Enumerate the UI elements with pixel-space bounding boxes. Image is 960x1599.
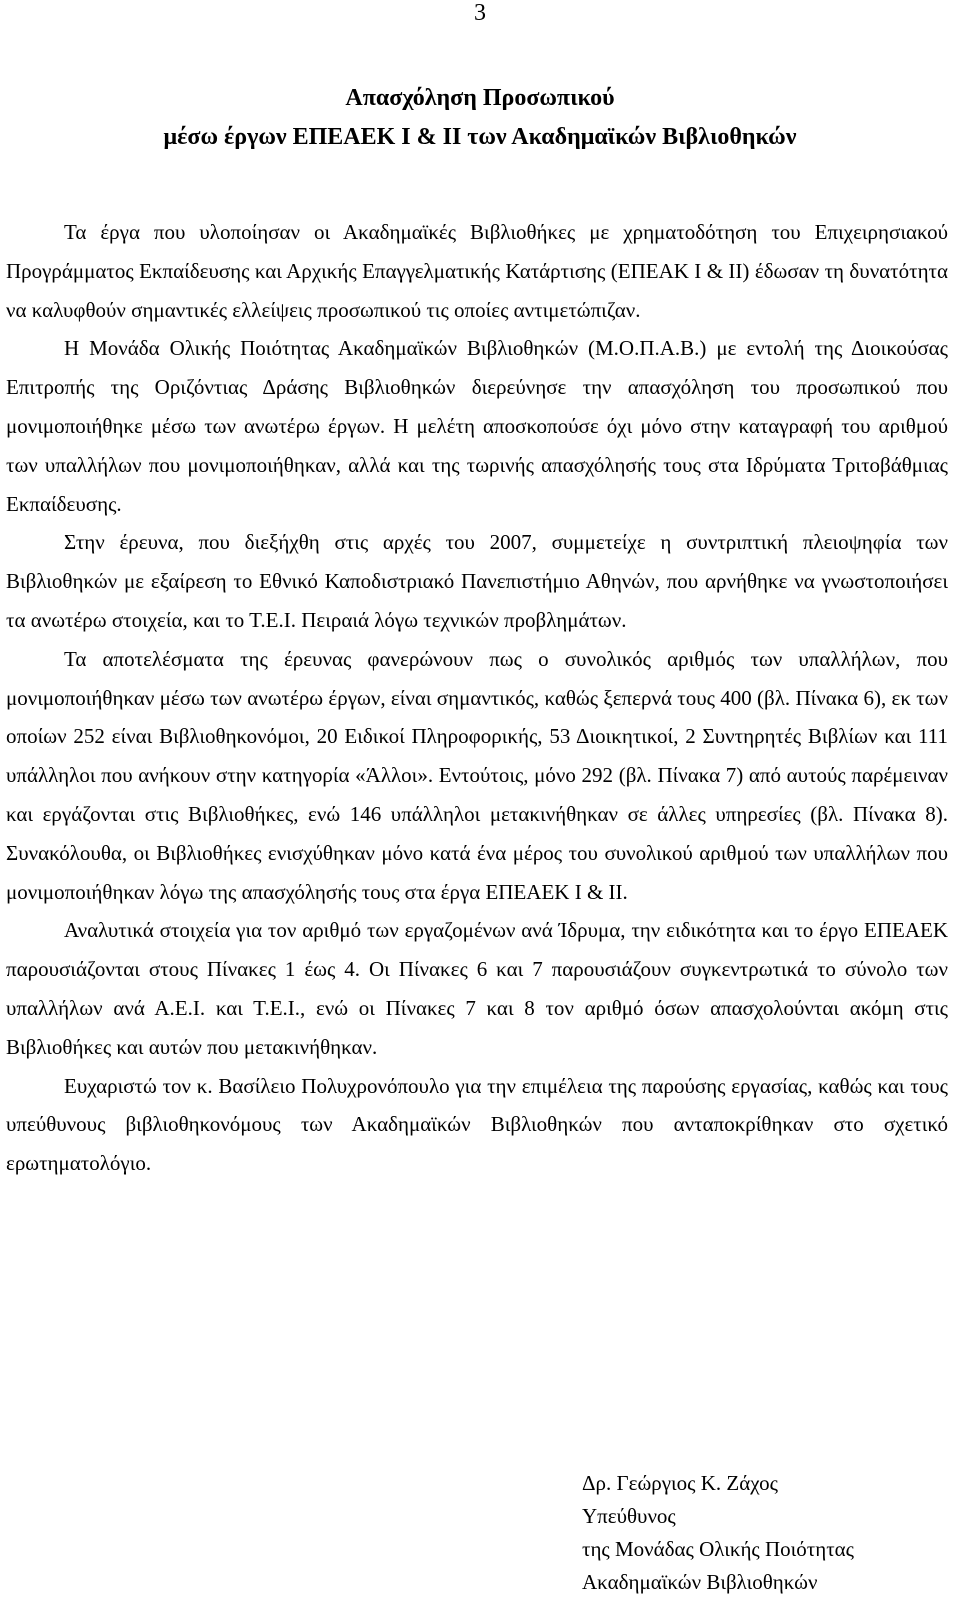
- paragraph-5: Αναλυτικά στοιχεία για τον αριθμό των εργαζομένων ανά Ίδρυμα, την ειδικότητα και το έργο ΕΠΕΑΕΚ παρουσιάζονται στους Πίνακες 1 έως 4. Οι Πίνακες 6 και 7 παρουσιάζουν συγκεντρωτικά το σύνολο των υπαλλήλων ανά Α.Ε.Ι. και Τ.Ε.Ι., ενώ οι Πίνακες 7 και 8 τον αριθμό όσων απασχολούνται ακόμη στις Βιβλιοθήκες και αυτών που μετακινήθηκαν.: [6, 918, 948, 1059]
- signature-name: Δρ. Γεώργιος Κ. Ζάχος: [582, 1471, 778, 1495]
- title-line-2: μέσω έργων ΕΠΕΑΕΚ Ι & ΙΙ των Ακαδημαϊκών Βιβλιοθηκών: [163, 124, 797, 150]
- paragraph-1: Τα έργα που υλοποίησαν οι Ακαδημαϊκές Βιβλιοθήκες με χρηματοδότηση του Επιχειρησιακού Προγράμματος Εκπαίδευσης και Αρχικής Επαγγελματικής Κατάρτισης (ΕΠΕΑΚ Ι & ΙΙ) έδωσαν τη δυνατότητα να καλυφθούν σημαντικές ελλείψεις προσωπικού τις οποίες αντιμετώπιζαν.: [6, 220, 948, 322]
- paragraph-6: Ευχαριστώ τον κ. Βασίλειο Πολυχρονόπουλο για την επιμέλεια της παρούσης εργασίας, καθώς και τους υπεύθυνους βιβλιοθηκονόμους των Ακαδημαϊκών Βιβλιοθηκών που ανταποκρίθηκαν στο σχετικό ερωτηματολόγιο.: [6, 1073, 948, 1176]
- document-title: [0, 79, 960, 157]
- signature-unit-line-1: της Μονάδας Ολικής Ποιότητας: [582, 1537, 854, 1561]
- signature-block: [582, 1467, 854, 1599]
- signature-unit-line-2: Ακαδημαϊκών Βιβλιοθηκών: [582, 1570, 818, 1594]
- paragraph-4: Τα αποτελέσματα της έρευνας φανερώνουν πως ο συνολικός αριθμός των υπαλλήλων, που μονιμοποιήθηκαν μέσω των ανωτέρω έργων, είναι σημαντικός, καθώς ξεπερνά τους 400 (βλ. Πίνακα 6), εκ των οποίων 252 είναι Βιβλιοθηκονόμοι, 20 Ειδικοί Πληροφορικής, 53 Διοικητικοί, 2 Συντηρητές Βιβλίων και 111 υπάλληλοι που ανήκουν στην κατηγορία «Άλλοι». Εντούτοις, μόνο 292 (βλ. Πίνακα 7) από αυτούς παρέμειναν και εργάζονται στις Βιβλιοθήκες, ενώ 146 υπάλληλοι μετακινήθηκαν σε άλλες υπηρεσίες (βλ. Πίνακα 8). Συνακόλουθα, οι Βιβλιοθήκες ενισχύθηκαν μόνο κατά ένα μέρος του συνολικού αριθμού των υπαλλήλων που μονιμοποιήθηκαν λόγω της απασχόλησής τους στα έργα ΕΠΕΑΕΚ Ι & ΙΙ.: [6, 646, 948, 904]
- paragraph-3: Στην έρευνα, που διεξήχθη στις αρχές του 2007, συμμετείχε η συντριπτική πλειοψηφία των Βιβλιοθηκών με εξαίρεση το Εθνικό Καποδιστριακό Πανεπιστήμιο Αθηνών, που αρνήθηκε να γνωστοποιήσει τα ανωτέρω στοιχεία, και το Τ.Ε.Ι. Πειραιά λόγω τεχνικών προβλημάτων.: [6, 530, 948, 632]
- signature-role: Υπεύθυνος: [582, 1504, 676, 1528]
- body-text: [6, 213, 948, 1183]
- paragraph-2: Η Μονάδα Ολικής Ποιότητας Ακαδημαϊκών Βιβλιοθηκών (Μ.Ο.Π.Α.Β.) με εντολή της Διοικούσας Επιτροπής της Οριζόντιας Δράσης Βιβλιοθηκών διερεύνησε την απασχόληση του προσωπικού που μονιμοποιήθηκε μέσω των ανωτέρω έργων. Η μελέτη αποσκοπούσε όχι μόνο στην καταγραφή του αριθμού των υπαλλήλων που μονιμοποιήθηκαν, αλλά και της τωρινής απασχόλησής τους στα Ιδρύματα Τριτοβάθμιας Εκπαίδευσης.: [6, 336, 948, 516]
- page-number: 3: [474, 0, 486, 26]
- title-line-1: Απασχόληση Προσωπικού: [345, 85, 615, 111]
